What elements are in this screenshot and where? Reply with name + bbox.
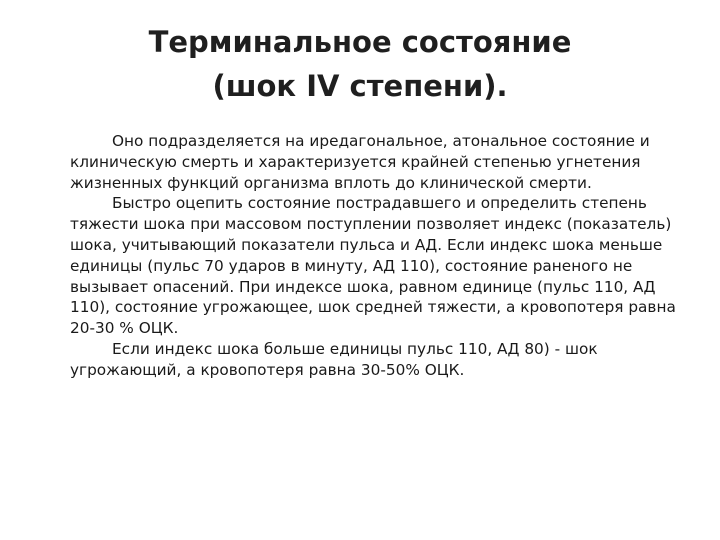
body-paragraph-2: Быстро оцепить состояние пострадавшего и определить степень тяжести шока при массовом поступлении позволяет индекс (показатель) шока, учитывающий показатели пульса и АД. Если индекс шока меньше единицы (пульс 70 ударов в минуту, АД 110), состояние раненого не вызывает опасений. При индексе шока, равном единице (пульс 110, АД 110), состояние угрожающее, шок средней тяжести, а кровопотеря равна 20-30 % ОЦК. — [70, 194, 676, 338]
body-paragraph-3: Если индекс шока больше единицы пульс 110, АД 80) - шок угрожающий, а кровопотеря равна 30-50% ОЦК. — [70, 339, 598, 379]
body-paragraph-1: Оно подразделяется на иредагональное, атональное состояние и клиническую смерть и характеризуется крайней степенью угнетения жизненных функций организма вплоть до клинической смерти. — [70, 132, 650, 192]
slide-title — [60, 20, 660, 108]
slide-title-line-2: (шок IV степени). — [212, 69, 508, 103]
slide-body — [70, 131, 700, 381]
slide-title-line-1: Терминальное состояние — [148, 25, 572, 59]
